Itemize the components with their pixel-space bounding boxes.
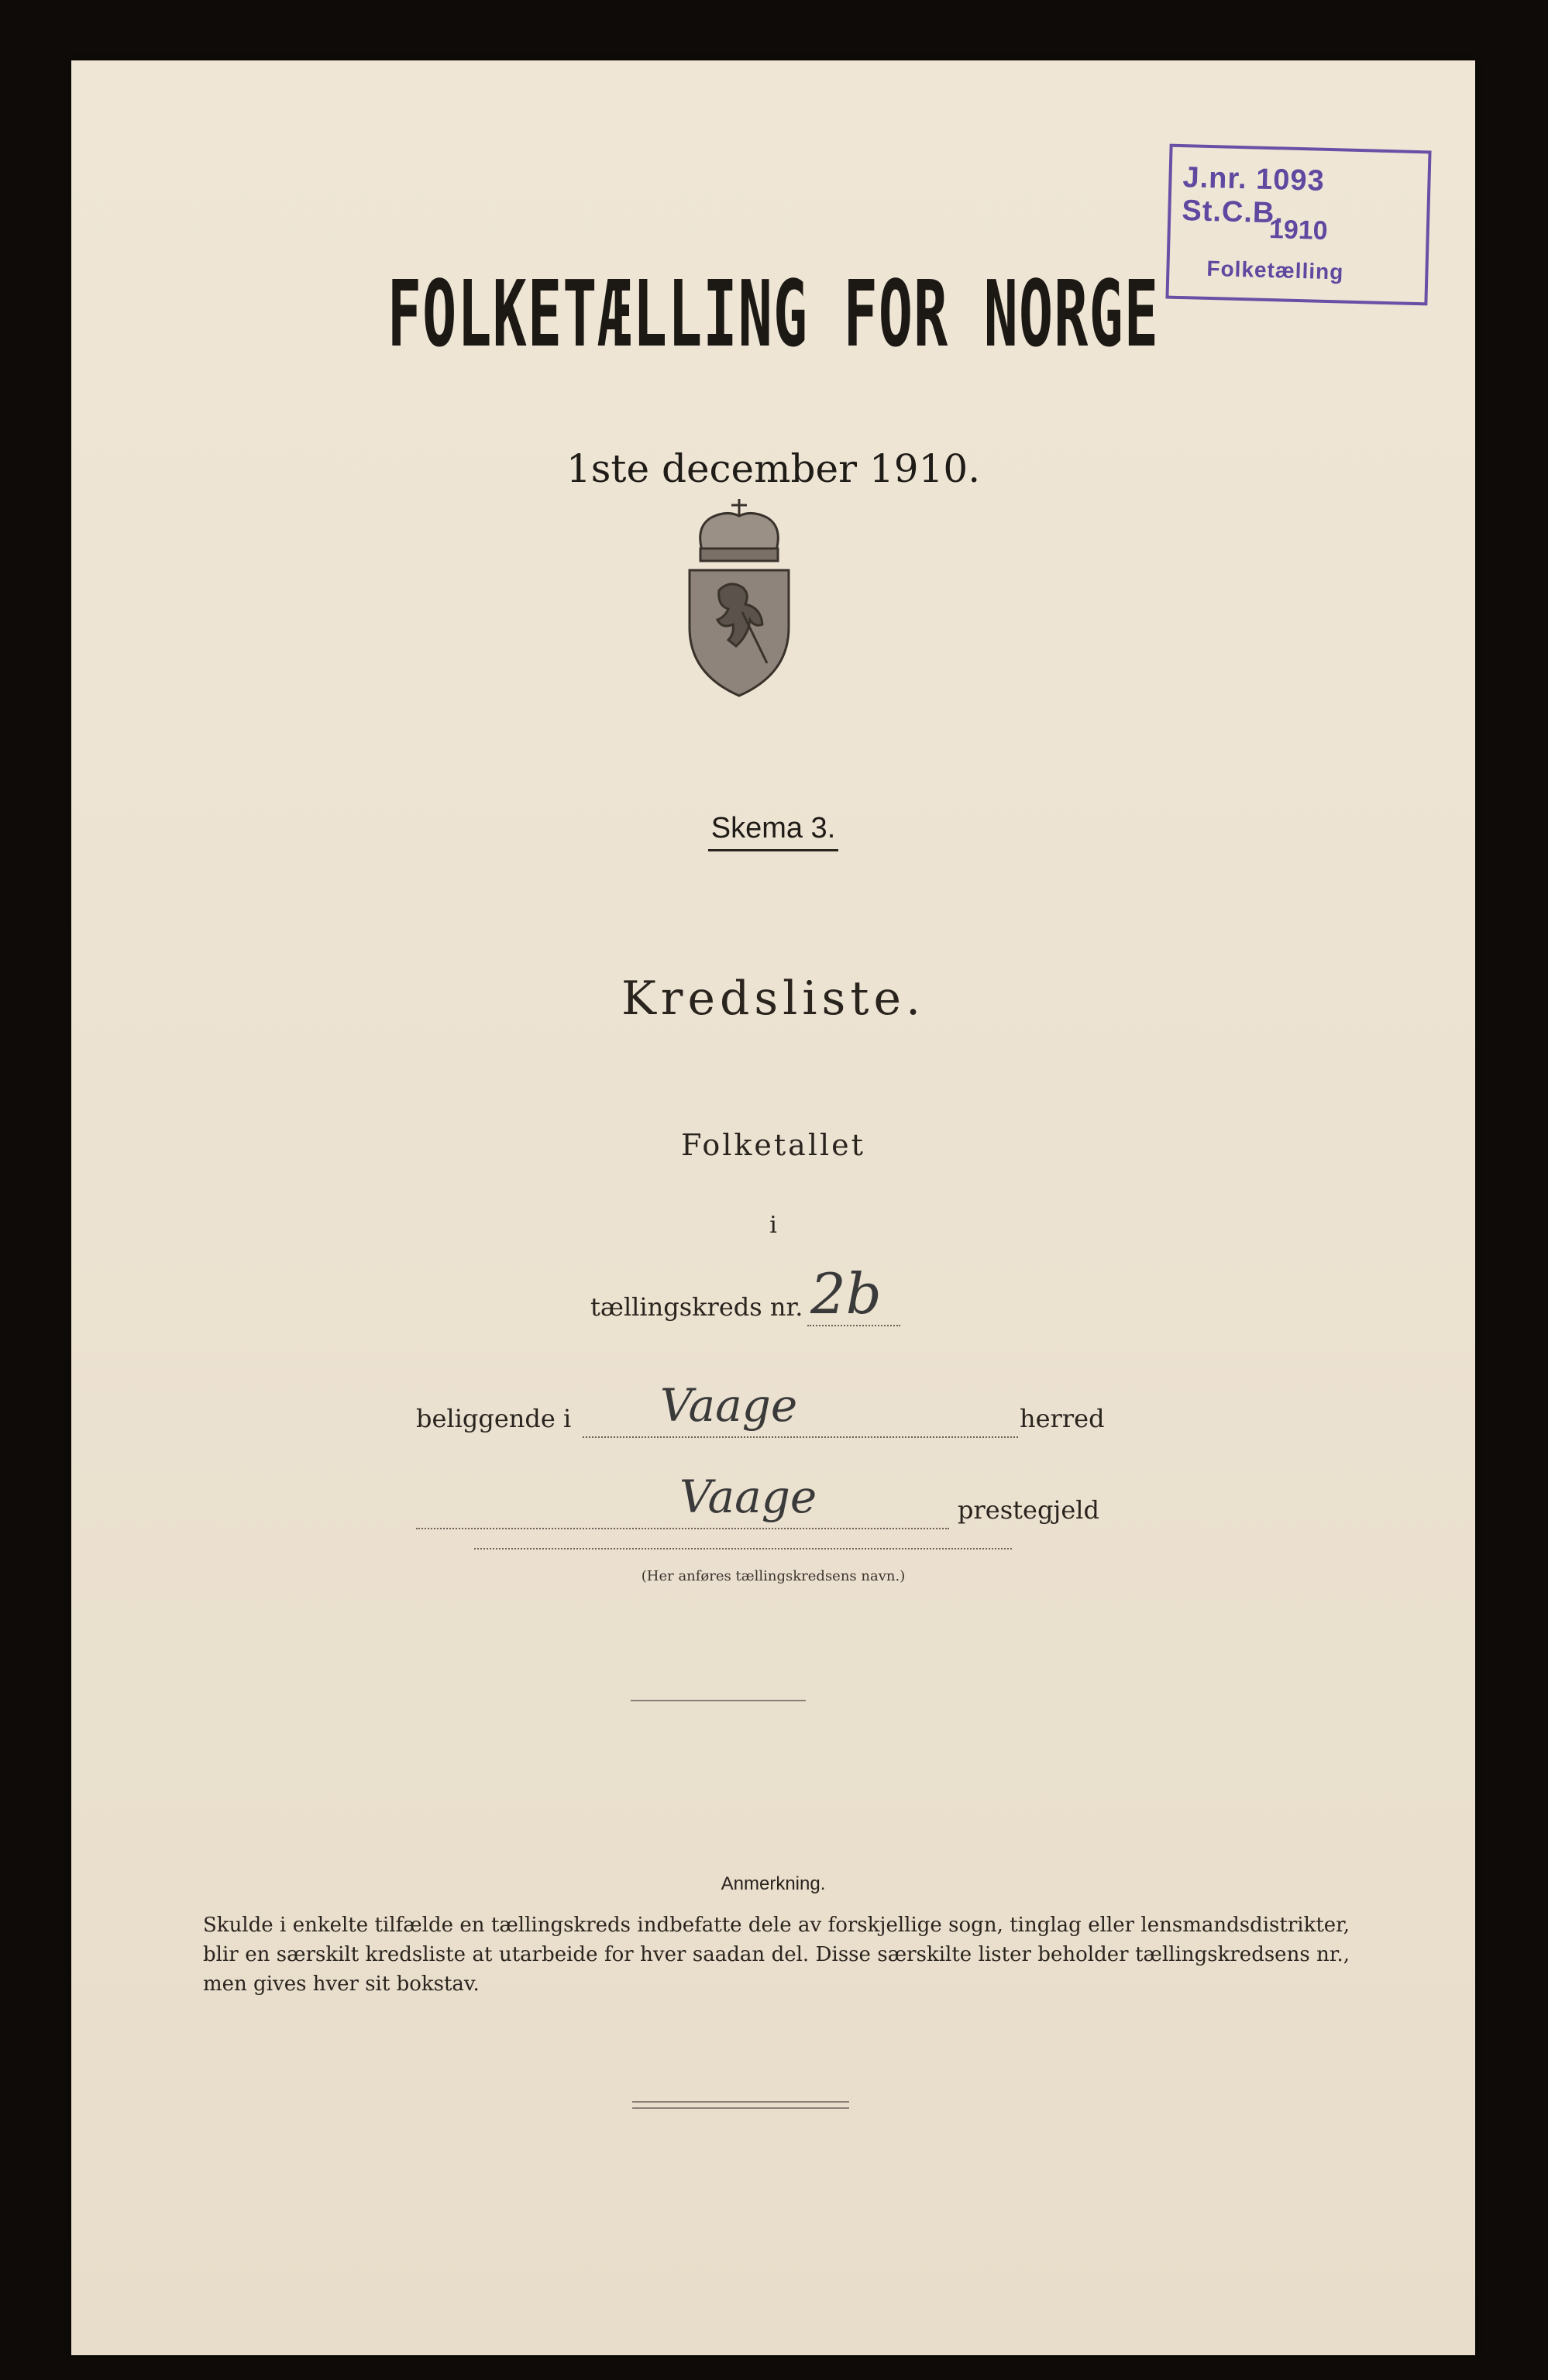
note-title: Anmerkning. xyxy=(721,1873,826,1894)
form-name: Kredsliste. xyxy=(621,972,926,1026)
coat-of-arms-icon xyxy=(680,496,798,699)
schema-number xyxy=(71,812,1475,845)
district-number-field[interactable] xyxy=(807,1261,900,1326)
stamp-line-3: Folketælling xyxy=(1206,256,1344,284)
district-label: tællingskreds nr. xyxy=(590,1292,803,1322)
census-form-page xyxy=(71,60,1475,2355)
district-name-hint: (Her anføres tællingskredsens navn.) xyxy=(641,1568,906,1584)
district-name-field[interactable] xyxy=(474,1546,1012,1549)
herred-value: Vaage xyxy=(660,1379,798,1432)
prestegjeld-field[interactable] xyxy=(416,1470,949,1529)
bottom-rule-1 xyxy=(632,2101,849,2103)
herred-field[interactable] xyxy=(583,1379,1018,1438)
in-word: i xyxy=(769,1212,777,1239)
prestegjeld-suffix: prestegjeld xyxy=(958,1495,1099,1525)
herred-suffix: herred xyxy=(1020,1404,1105,1433)
stamp-line-2: 1910 xyxy=(1268,215,1329,246)
stamp-line-1: J.nr. 1093 St.C.B. xyxy=(1181,161,1326,230)
prestegjeld-value: Vaage xyxy=(679,1470,817,1523)
census-date: 1ste december 1910. xyxy=(566,446,981,491)
separator-line xyxy=(631,1700,806,1701)
schema-label: Skema 3. xyxy=(708,812,839,851)
folketallet-label: Folketallet xyxy=(681,1128,865,1162)
note-text: Skulde i enkelte tilfælde en tællingskreds indbefatte dele av forskjellige sogn, tinglag eller lensmandsdistrikter, blir en særskilt kredsliste at utarbeide for hver saadan del. Disse særskilte lister beholder tællingskredsens nr., men gives hver sit bokstav. xyxy=(203,1914,1350,1996)
page-title: FOLKETÆLLING FOR NORGE xyxy=(387,260,1160,367)
district-number-value: 2b xyxy=(810,1261,882,1326)
herred-prefix: beliggende i xyxy=(416,1404,572,1433)
bottom-rule-2 xyxy=(632,2107,849,2109)
